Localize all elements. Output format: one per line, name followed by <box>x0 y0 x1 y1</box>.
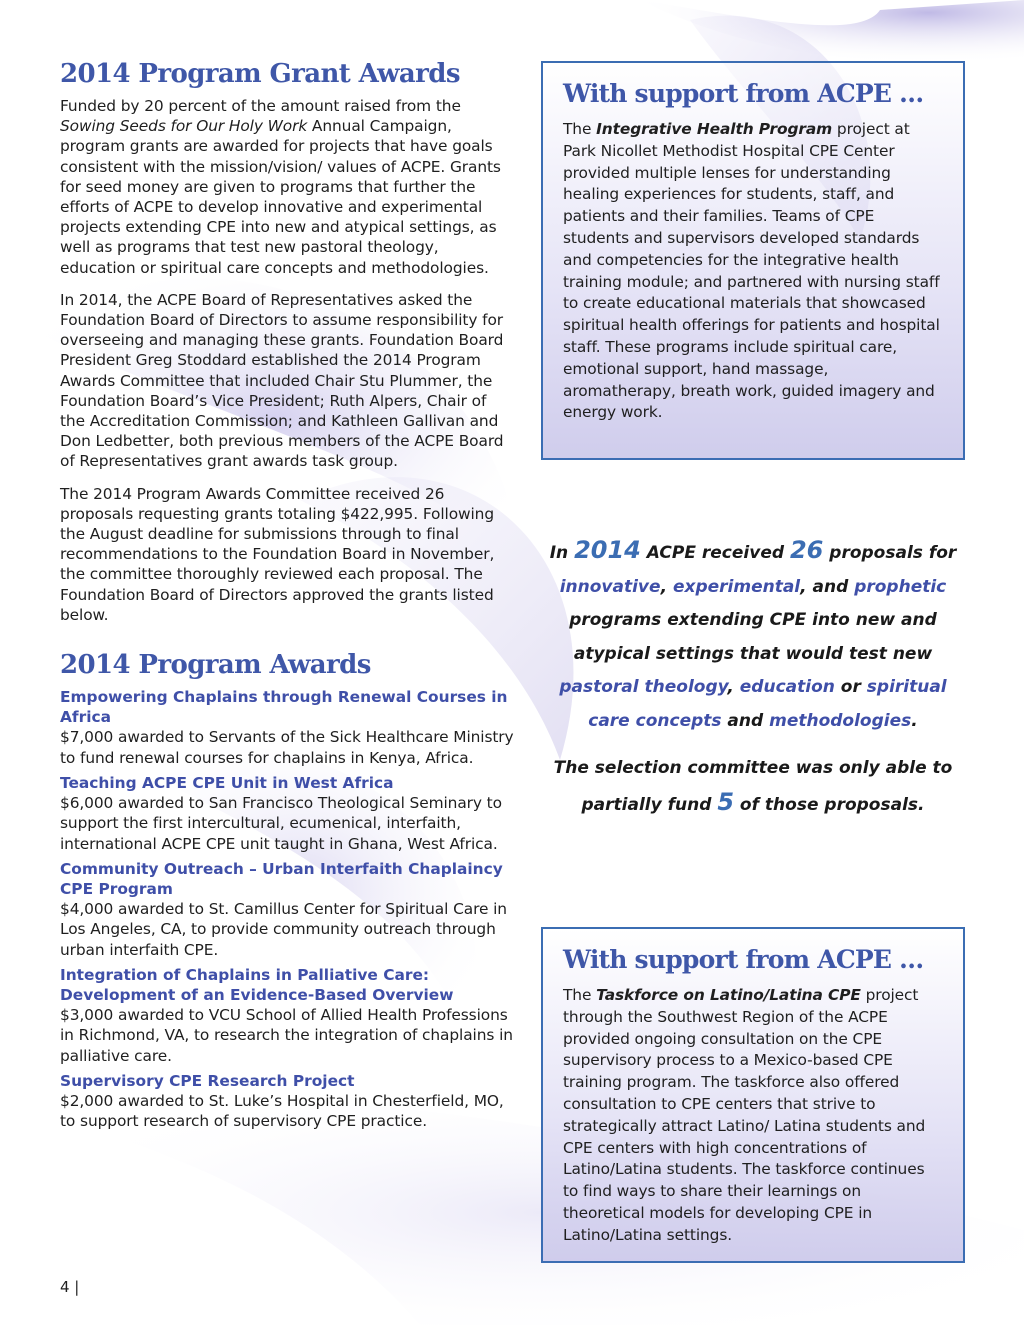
program-name: Taskforce on Latino/Latina CPE <box>596 986 861 1004</box>
callout-year: 2014 <box>574 536 641 564</box>
award-description: $4,000 awarded to St. Camillus Center for Spiritual Care in Los Angeles, CA, to provide community outreach through urban interfaith CPE. <box>60 900 507 959</box>
callout-funded-count: 5 <box>717 787 735 816</box>
proposals-callout <box>541 534 965 822</box>
support-box-heading: With support from ACPE … <box>563 945 924 974</box>
grant-awards-column <box>60 58 515 1136</box>
support-box-integrative-health <box>541 61 965 460</box>
callout-funding-note: The selection committee was only able to partially fund 5 of those proposals. <box>553 758 953 816</box>
award-description: $7,000 awarded to Servants of the Sick Healthcare Ministry to fund renewal courses for chaplains in Kenya, Africa. <box>60 728 514 767</box>
award-item <box>60 1071 515 1132</box>
top-right-swoosh <box>640 0 1024 63</box>
support-box-text: The Taskforce on Latino/Latina CPE project through the Southwest Region of the ACPE provided ongoing consultation on the CPE supervisory process to a Mexico-based CPE training program. The taskforce also offered consultation to CPE centers that strive to strategically attract Latino/ Latina students and CPE centers with high concentrations of Latino/Latina students. The taskforce continues to find ways to share their learnings on theoretical models for developing CPE in Latino/Latina settings. <box>563 986 926 1244</box>
award-item <box>60 965 515 1066</box>
program-name: Integrative Health Program <box>596 120 833 138</box>
page-number: 4 | <box>60 1278 80 1296</box>
award-title: Teaching ACPE CPE Unit in West Africa <box>60 773 394 792</box>
award-item <box>60 859 515 960</box>
award-title: Supervisory CPE Research Project <box>60 1071 355 1090</box>
support-box-text: The Integrative Health Program project at Park Nicollet Methodist Hospital CPE Center provided multiple lenses for understanding healing experiences for students, staff, and patients and their families. Teams of CPE students and supervisors developed standards and competencies for the integrative health training module; and partnered with nursing staff to create educational materials that showcased spiritual health offerings for patients and hospital staff. These programs include spiritual care, emotional support, hand massage, aromatherapy, breath work, guided imagery and energy work. <box>563 120 940 422</box>
award-title: Community Outreach – Urban Interfaith Chaplaincy CPE Program <box>60 859 503 898</box>
support-box-heading: With support from ACPE … <box>563 79 924 108</box>
campaign-name: Sowing Seeds for Our Holy Work <box>60 117 308 136</box>
award-item <box>60 687 515 768</box>
support-box-latino-taskforce <box>541 927 965 1263</box>
award-title: Integration of Chaplains in Palliative Care: Development of an Evidence-Based Overview <box>60 965 454 1004</box>
award-item <box>60 773 515 854</box>
callout-statement: In 2014 ACPE received 26 proposals for innovative, experimental, and prophetic programs extending CPE into new and atypical settings that would test new pastoral theology, education or spiritual care concepts and methodologies. <box>549 536 957 731</box>
committee-paragraph: In 2014, the ACPE Board of Representatives asked the Foundation Board of Directors to assume responsibility for overseeing and managing these grants. Foundation Board President Greg Stoddard established the 2014 Program Awards Committee that included Chair Stu Plummer, the Foundation Board’s Vice President; Ruth Alpers, Chair of the Accreditation Commission; and Kathleen Gallivan and Don Ledbetter, both previous members of the ACPE Board of Representatives grant awards task group. <box>60 290 504 471</box>
callout-proposal-count: 26 <box>789 536 824 564</box>
award-description: $3,000 awarded to VCU School of Allied Health Professions in Richmond, VA, to research the integration of chaplains in palliative care. <box>60 1006 513 1065</box>
program-awards-heading: 2014 Program Awards <box>60 650 371 681</box>
grant-awards-intro: Funded by 20 percent of the amount raised from the Sowing Seeds for Our Holy Work Annual Campaign, program grants are awarded for projects that have goals consistent with the mission/vision/ values of ACPE. Grants for seed money are given to programs that further the efforts of ACPE to develop innovative and experimental projects extending CPE into new and atypical settings, as well as programs that test new pastoral theology, education or spiritual care concepts and methodologies. <box>60 97 501 277</box>
award-title: Empowering Chaplains through Renewal Courses in Africa <box>60 688 508 727</box>
grant-awards-heading: 2014 Program Grant Awards <box>60 59 460 89</box>
award-description: $2,000 awarded to St. Luke’s Hospital in Chesterfield, MO, to support research of supervisory CPE practice. <box>60 1091 504 1131</box>
award-description: $6,000 awarded to San Francisco Theological Seminary to support the first intercultural, ecumenical, interfaith, international ACPE CPE unit taught in Ghana, West Africa. <box>60 794 502 853</box>
proposals-paragraph: The 2014 Program Awards Committee received 26 proposals requesting grants totaling $422,995. Following the August deadline for submissions through to final recommendations to the Foundation Board in November, the committee thoroughly reviewed each proposal. The Foundation Board of Directors approved the grants listed below. <box>60 484 495 624</box>
